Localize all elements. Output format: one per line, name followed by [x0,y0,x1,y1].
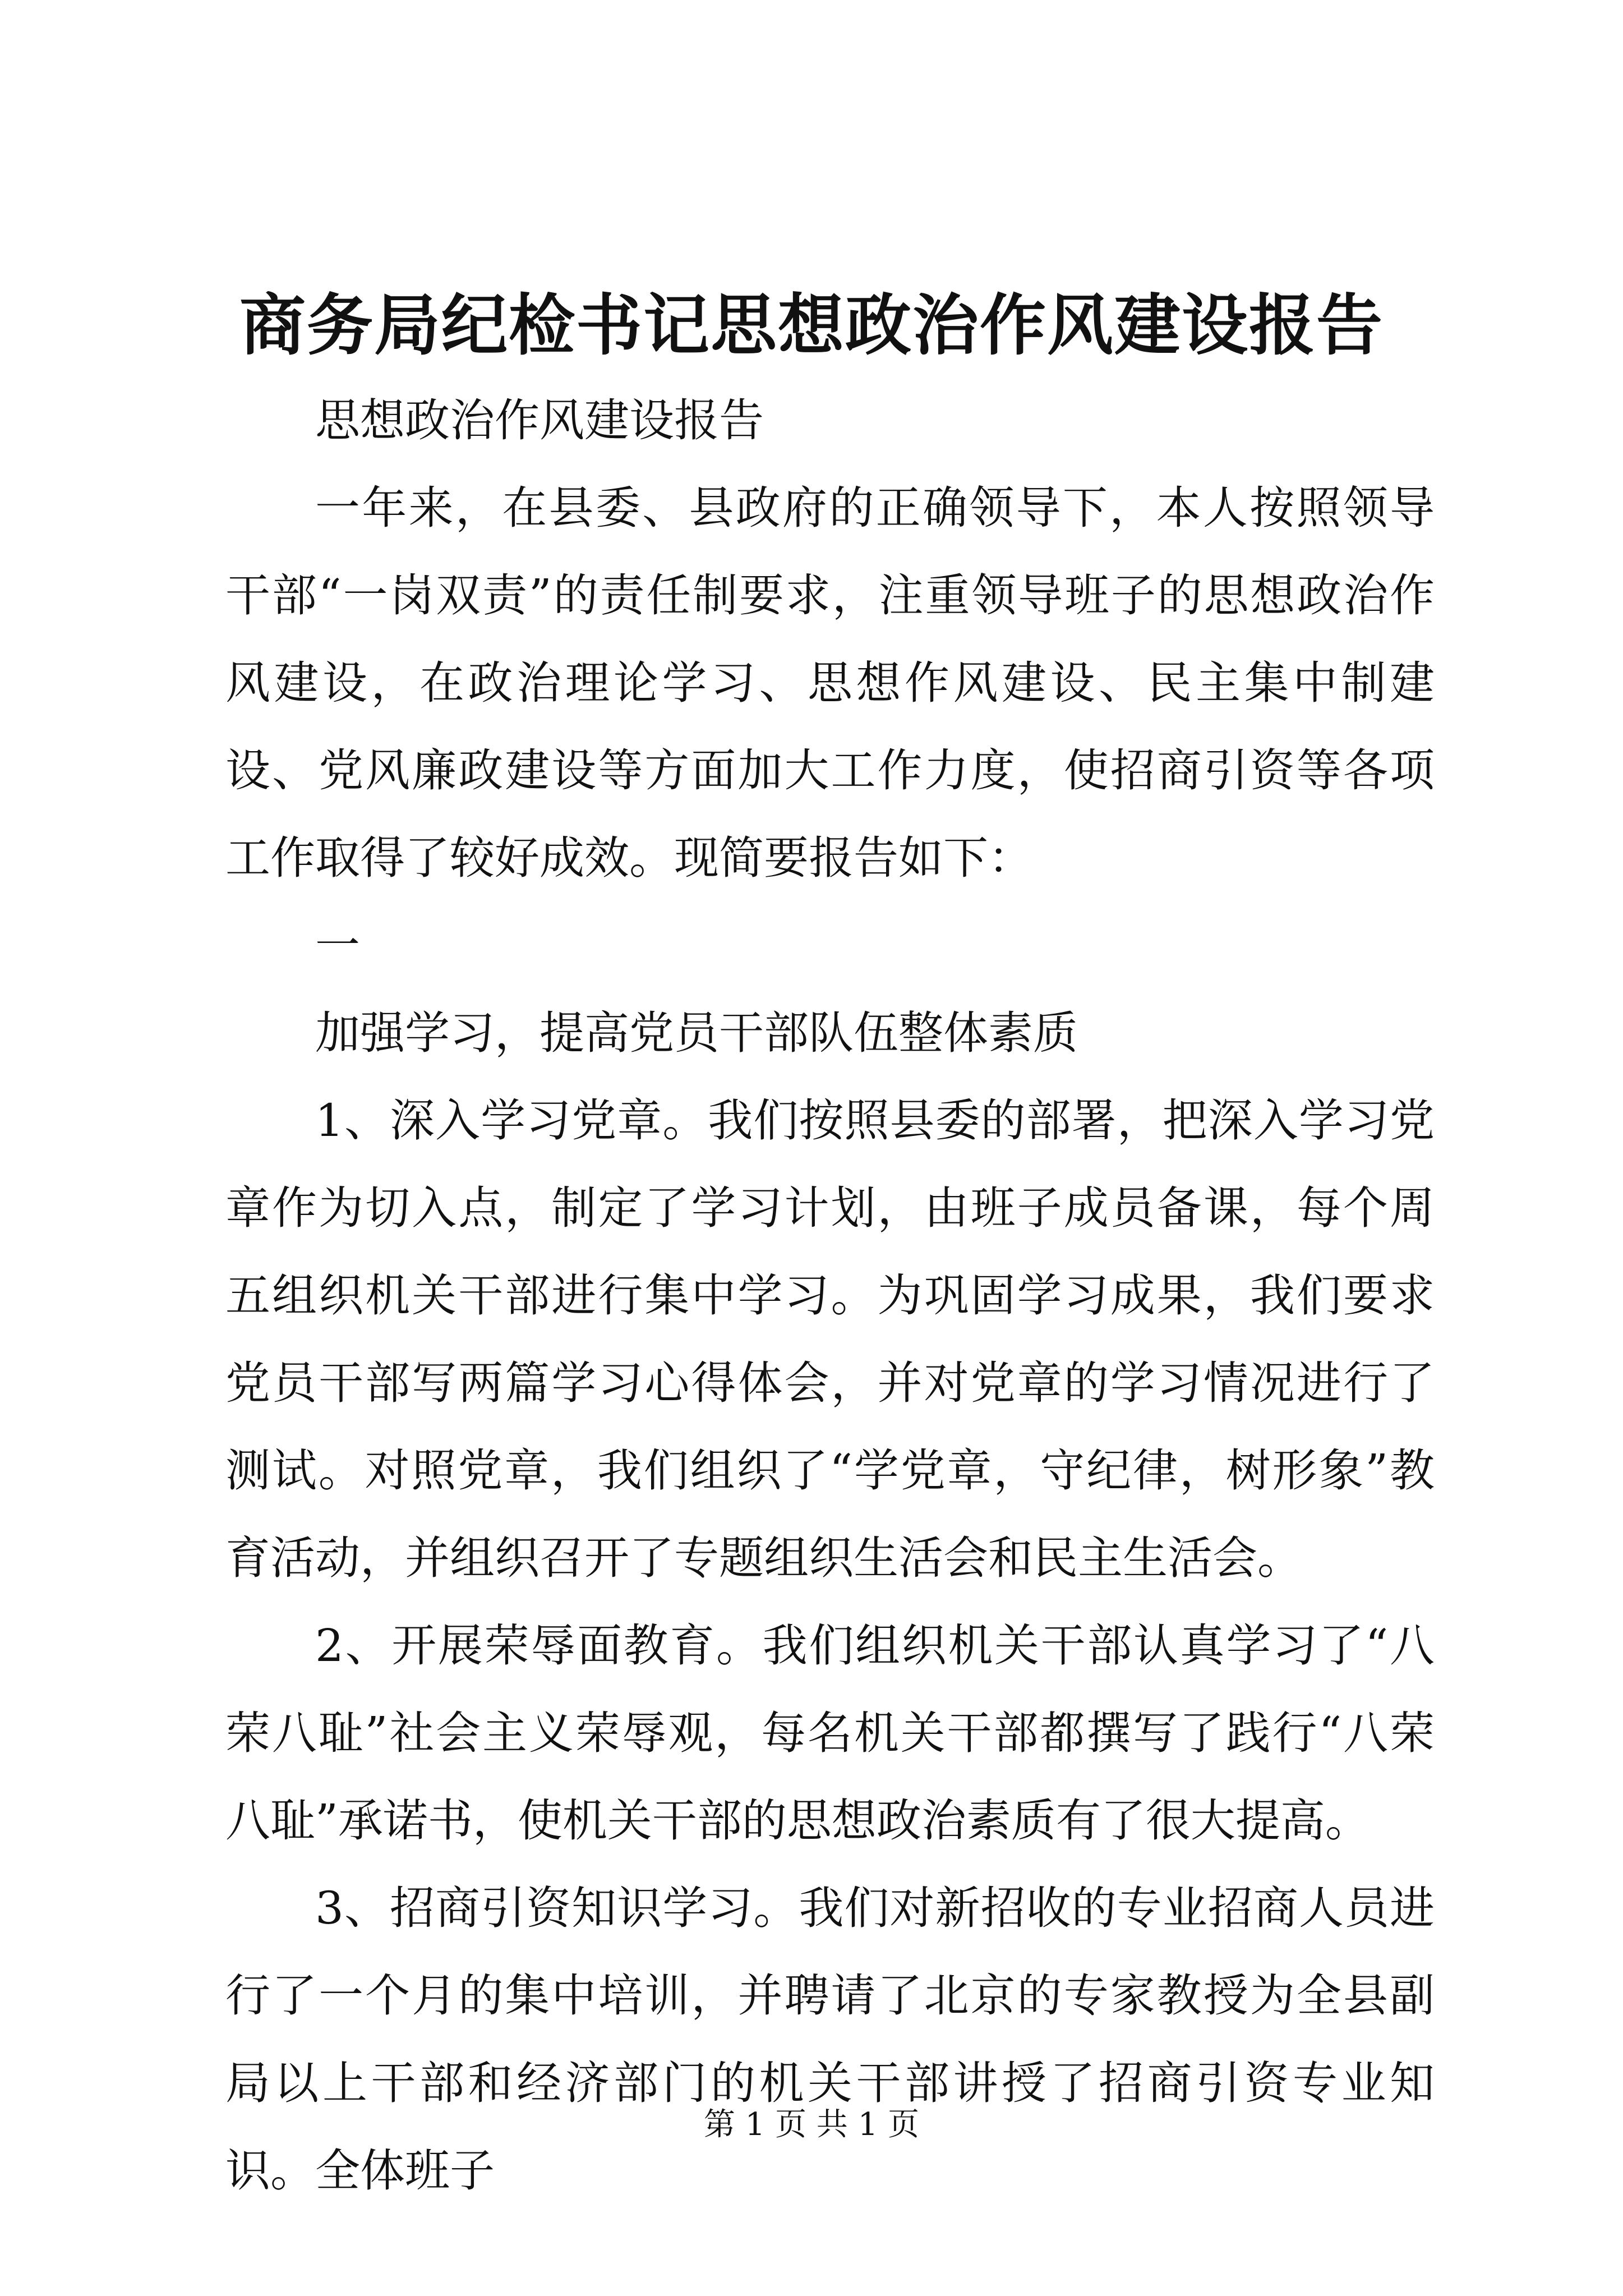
subtitle-paragraph: 思想政治作风建设报告 [315,394,764,447]
document-body [225,377,1435,2215]
document-title: 商务局纪检书记思想政治作风建设报告 [239,286,1384,364]
section-heading: 加强学习，提高党员干部队伍整体素质 [315,1007,1078,1059]
body-paragraph: 1、深入学习党章。我们按照县委的部署，把深入学习党章作为切入点，制定了学习计划，由班子成员备课，每个周五组织机关干部进行集中学习。为巩固学习成果，我们要求党员干部写两篇学习心得体会，并对党章的学习情况进行了测试。对照党章，我们组织了“学党章，守纪律，树形象”教育活动，并组织召开了专题组织生活会和民主生活会。 [225,1094,1435,1584]
page-footer: 第 1 页 共 1 页 [703,2106,920,2143]
intro-paragraph: 一年来，在县委、县政府的正确领导下，本人按照领导干部“一岗双责”的责任制要求，注重领导班子的思想政治作风建设，在政治理论学习、思想作风建设、民主集中制建设、党风廉政建设等方面加大工作力度，使招商引资等各项工作取得了较好成效。现简要报告如下： [225,482,1435,884]
body-paragraph: 3、招商引资知识学习。我们对新招收的专业招商人员进行了一个月的集中培训，并聘请了北京的专家教授为全县副局以上干部和经济部门的机关干部讲授了招商引资专业知识。全体班子 [225,1882,1435,2197]
section-number: 一 [315,919,360,972]
body-paragraph: 2、开展荣辱面教育。我们组织机关干部认真学习了“八荣八耻”社会主义荣辱观，每名机关干部都撰写了践行“八荣八耻”承诺书，使机关干部的思想政治素质有了很大提高。 [225,1619,1435,1847]
